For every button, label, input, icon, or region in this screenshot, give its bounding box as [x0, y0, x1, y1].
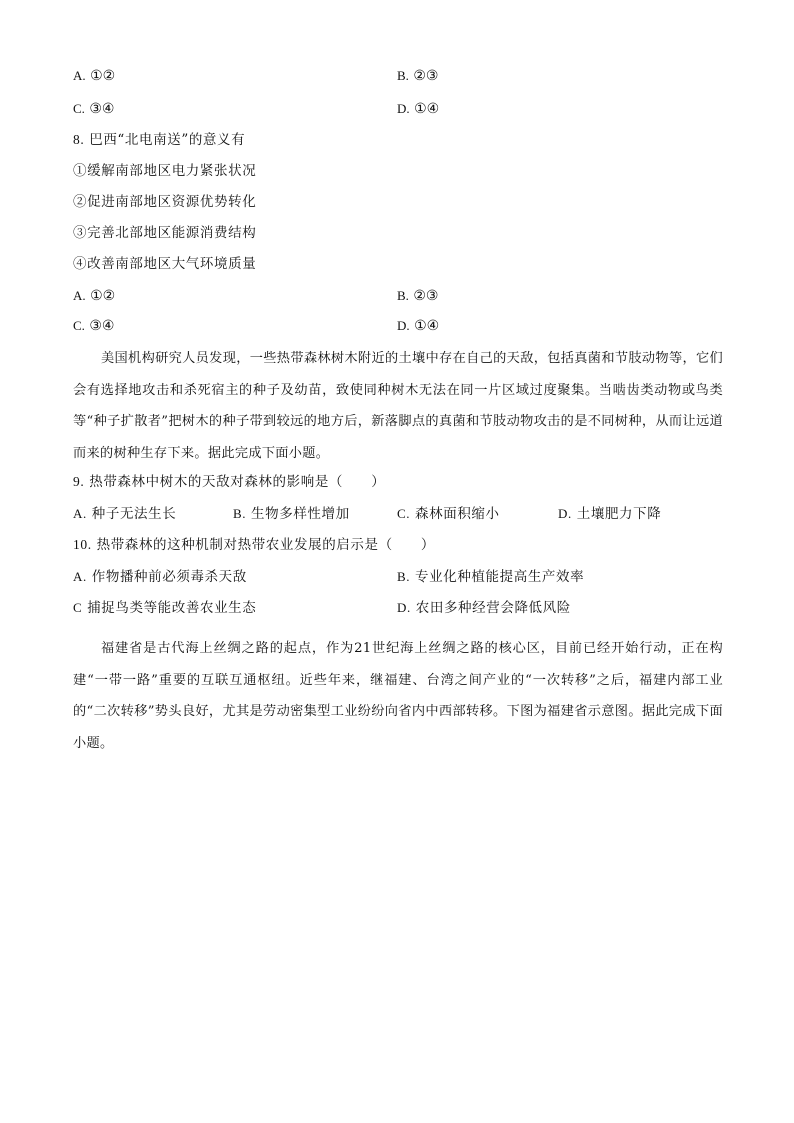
option-label: A. — [73, 569, 87, 584]
q7-option-b — [397, 66, 438, 86]
q8-statement-3: ③完善北部地区能源消费结构 — [73, 225, 257, 241]
option-text: ②③ — [413, 68, 439, 84]
option-text: 生物多样性增加 — [251, 506, 350, 522]
q9-stem — [73, 466, 385, 498]
option-label: B. — [397, 569, 411, 584]
option-label: A. — [73, 506, 87, 521]
q8-statement-4: ④改善南部地区大气环境质量 — [73, 256, 257, 272]
question-number: 10. — [73, 537, 92, 552]
option-label: D. — [397, 600, 411, 615]
option-label: C — [73, 600, 83, 615]
option-label: D. — [397, 101, 410, 116]
question-text: 热带森林的这种机制对热带农业发展的启示是（ ） — [96, 537, 435, 553]
q7-option-a — [73, 66, 115, 86]
option-text: ①④ — [414, 318, 440, 334]
option-text: ③④ — [89, 318, 115, 334]
q8-statement-1: ①缓解南部地区电力紧张状况 — [73, 163, 257, 179]
q7-option-c — [73, 99, 114, 119]
option-text: ②③ — [413, 288, 439, 304]
option-text: 作物播种前必须毒杀天敌 — [91, 569, 247, 585]
option-text: 专业化种植能提高生产效率 — [415, 569, 585, 585]
option-label: C. — [73, 318, 85, 333]
option-text: ③④ — [89, 101, 115, 117]
option-label: A. — [73, 68, 86, 83]
option-text: 森林面积缩小 — [415, 506, 500, 522]
q8-option-a — [73, 286, 115, 306]
option-text: ①② — [90, 68, 116, 84]
option-label: B. — [233, 506, 247, 521]
reading-passage-fujian: 福建省是古代海上丝绸之路的起点，作为21世纪海上丝绸之路的核心区，目前已经开始行动，正在构建“一带一路”重要的互联互通枢纽。近些年来，继福建、台湾之间产业的“一次转移”之后，福建内部工业的“二次转移”势头良好，尤其是劳动密集型工业纷纷向省内中西部转移。下图为福建省示意图。据此完成下面小题。 — [73, 641, 723, 751]
q8-stem — [73, 124, 245, 156]
q10-stem — [73, 529, 435, 561]
option-text: ①② — [90, 288, 116, 304]
q9-option-c — [397, 498, 500, 530]
option-text: 种子无法生长 — [91, 506, 177, 522]
question-text: 热带森林中树木的天敌对森林的影响是（ ） — [89, 474, 386, 490]
q10-option-b — [397, 561, 584, 593]
option-text: ①④ — [414, 101, 440, 117]
reading-passage-forest: 美国机构研究人员发现，一些热带森林树木附近的土壤中存在自己的天敌，包括真菌和节肢动物等，它们会有选择地攻击和杀死宿主的种子及幼苗，致使同种树木无法在同一片区域过度聚集。当啮齿类动物或鸟类等“种子扩散者”把树木的种子带到较远的地方后，新落脚点的真菌和节肢动物攻击的是不同树种，从而让远道而来的树种生存下来。据此完成下面小题。 — [73, 351, 723, 461]
option-label: D. — [558, 506, 572, 521]
option-label: A. — [73, 288, 86, 303]
option-label: B. — [397, 68, 409, 83]
option-text: 捕捉鸟类等能改善农业生态 — [87, 600, 257, 616]
q9-option-d — [558, 498, 661, 530]
option-label: B. — [397, 288, 409, 303]
q9-option-a — [73, 498, 176, 530]
option-label: C. — [397, 506, 411, 521]
question-number: 8. — [73, 132, 85, 147]
q9-option-b — [233, 498, 350, 530]
q10-option-d — [397, 592, 571, 624]
option-text: 农田多种经营会降低风险 — [415, 600, 571, 616]
q8-statement-2: ②促进南部地区资源优势转化 — [73, 194, 257, 210]
option-label: D. — [397, 318, 410, 333]
q7-option-d — [397, 99, 439, 119]
option-label: C. — [73, 101, 85, 116]
option-text: 土壤肥力下降 — [576, 506, 662, 522]
q10-option-c — [73, 592, 256, 624]
q8-option-c — [73, 316, 114, 336]
question-number: 9. — [73, 474, 85, 489]
q8-option-d — [397, 316, 439, 336]
q10-option-a — [73, 561, 247, 593]
q8-option-b — [397, 286, 438, 306]
question-text: 巴西“北电南送”的意义有 — [89, 132, 246, 148]
